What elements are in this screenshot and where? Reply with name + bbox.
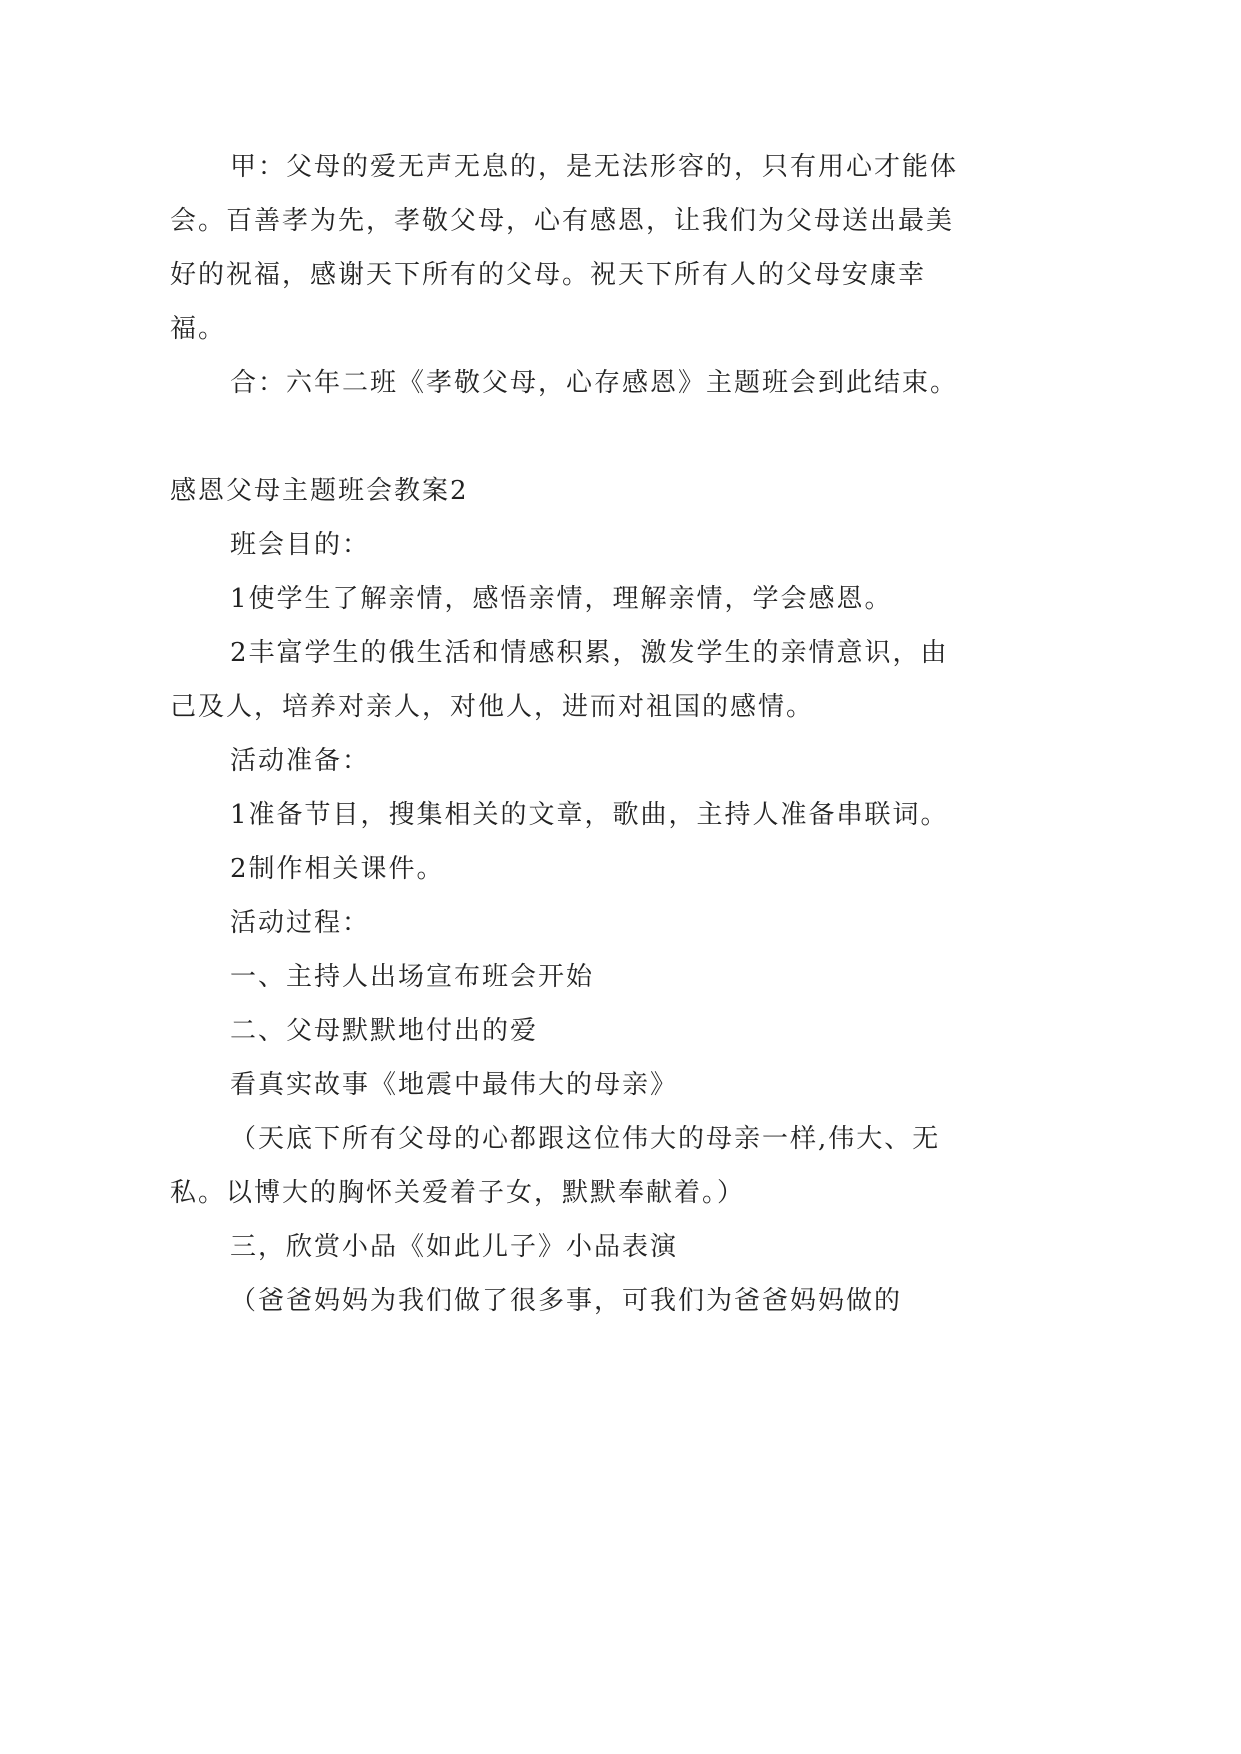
paragraph-process-step-3: 三，欣赏小品《如此儿子》小品表演 xyxy=(230,1232,679,1262)
paragraph-process-step-1: 一、主持人出场宣布班会开始 xyxy=(230,962,595,992)
paragraph-preparation-heading: 活动准备： xyxy=(230,746,371,776)
paragraph-process-step-2: 二、父母默默地付出的爱 xyxy=(230,1016,539,1046)
paragraph-purpose-1: 1使学生了解亲情，感悟亲情，理解亲情，学会感恩。 xyxy=(230,584,893,614)
paragraph-preparation-1: 1准备节目，搜集相关的文章，歌曲，主持人准备串联词。 xyxy=(230,800,949,830)
paragraph-he-closing: 合：六年二班《孝敬父母，心存感恩》主题班会到此结束。 xyxy=(230,368,959,398)
paragraph-process-heading: 活动过程： xyxy=(230,908,371,938)
paragraph-sketch-note: （爸爸妈妈为我们做了很多事，可我们为爸爸妈妈做的 xyxy=(230,1286,903,1316)
paragraph-jia-closing: 甲：父母的爱无声无息的，是无法形容的，只有用心才能体会。百善孝为先，孝敬父母，心有感恩，让我们为父母送出最美好的祝福，感谢天下所有的父母。祝天下所有人的父母安康幸福。 xyxy=(170,152,959,344)
paragraph-preparation-2: 2制作相关课件。 xyxy=(230,854,445,884)
paragraph-story-note: （天底下所有父母的心都跟这位伟大的母亲一样,伟大、无私。以博大的胸怀关爱着子女，默默奉献着。） xyxy=(170,1124,941,1208)
paragraph-purpose-heading: 班会目的： xyxy=(230,530,371,560)
paragraph-purpose-2: 2丰富学生的俄生活和情感积累，激发学生的亲情意识，由己及人，培养对亲人，对他人，进而对祖国的感情。 xyxy=(170,638,949,722)
paragraph-story: 看真实故事《地震中最伟大的母亲》 xyxy=(230,1070,679,1100)
document-body xyxy=(170,140,960,1328)
section-heading: 感恩父母主题班会教案2 xyxy=(170,476,469,506)
